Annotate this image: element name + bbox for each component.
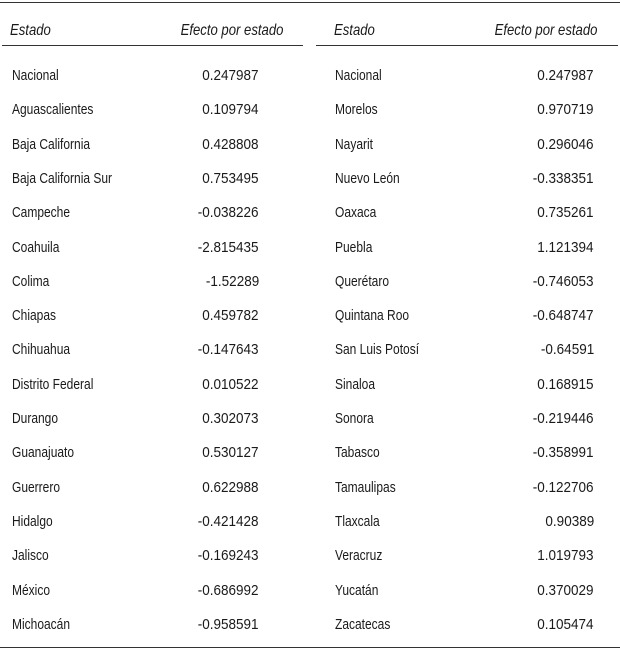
header-effect: Efecto por estado — [494, 22, 597, 39]
table-row — [0, 101, 300, 123]
header-state: Estado — [10, 22, 51, 39]
state-name: Guanajuato — [12, 444, 75, 462]
state-name: Zacatecas — [335, 615, 391, 633]
table-row — [320, 513, 620, 535]
table-left — [0, 0, 300, 650]
state-name: Baja California — [12, 135, 91, 153]
state-name: Tlaxcala — [335, 512, 380, 530]
state-name: San Luis Potosí — [335, 341, 420, 359]
table-row — [320, 239, 620, 261]
state-name: Oaxaca — [335, 204, 377, 222]
table-row — [320, 341, 620, 363]
table-row — [320, 410, 620, 432]
table-row — [0, 273, 300, 295]
table-row — [320, 582, 620, 604]
state-effect-value: -0.421428 — [198, 512, 259, 530]
state-effect-value: 0.459782 — [202, 307, 259, 325]
state-effect-value: -0.338351 — [533, 169, 594, 187]
state-name: Colima — [12, 272, 50, 290]
state-name: Hidalgo — [12, 512, 53, 530]
table-row — [0, 307, 300, 329]
state-name: Guerrero — [12, 478, 61, 496]
state-name: Chiapas — [12, 307, 57, 325]
table-row — [0, 479, 300, 501]
table-row — [0, 444, 300, 466]
state-effect-value: -0.358991 — [533, 444, 594, 462]
state-effect-value: -1.52289 — [205, 272, 259, 290]
state-effect-value: 1.019793 — [537, 547, 594, 565]
table-row — [320, 547, 620, 569]
state-effect-value: 0.302073 — [202, 410, 259, 427]
table-row — [0, 410, 300, 432]
state-name: Puebla — [335, 238, 373, 256]
table-row — [320, 204, 620, 226]
table-row — [0, 341, 300, 363]
table-row — [320, 307, 620, 329]
table-row — [0, 513, 300, 535]
state-name: Querétaro — [335, 272, 390, 290]
state-name: Chihuahua — [12, 341, 71, 359]
state-effect-value: -0.169243 — [198, 547, 259, 565]
state-effect-value: 0.530127 — [202, 444, 259, 462]
state-effect-value: 1.121394 — [537, 238, 594, 256]
state-name: Nacional — [12, 67, 59, 84]
state-effect-value: -0.64591 — [540, 341, 594, 359]
table-row — [0, 616, 300, 638]
header-effect: Efecto por estado — [180, 22, 283, 39]
table-row — [320, 444, 620, 466]
state-name: Michoacán — [12, 615, 71, 633]
state-effect-value: 0.735261 — [537, 204, 594, 222]
table-row — [0, 582, 300, 604]
state-name: Coahuila — [12, 238, 60, 256]
state-name: Nayarit — [335, 135, 374, 153]
state-name: Durango — [12, 410, 59, 427]
table-row — [0, 239, 300, 261]
table-row — [320, 616, 620, 638]
state-effect-value: -0.147643 — [198, 341, 259, 359]
state-name: Baja California Sur — [12, 169, 113, 187]
state-name: Nuevo León — [335, 169, 400, 187]
state-effect-value: 0.109794 — [202, 101, 259, 119]
table-row — [320, 170, 620, 192]
state-name: Tamaulipas — [335, 478, 396, 496]
state-effect-value: 0.970719 — [537, 101, 594, 119]
state-effect-value: -0.122706 — [533, 478, 594, 496]
state-effect-value: 0.105474 — [537, 615, 594, 633]
state-effect-value: 0.428808 — [202, 135, 259, 153]
table-row — [0, 204, 300, 226]
state-name: Campeche — [12, 204, 71, 222]
state-effect-value: -0.958591 — [198, 615, 259, 633]
state-name: Sonora — [335, 410, 374, 427]
state-name: Quintana Roo — [335, 307, 410, 325]
table-right — [320, 0, 620, 650]
table-row — [0, 170, 300, 192]
state-name: Distrito Federal — [12, 375, 94, 393]
table-row — [320, 136, 620, 158]
state-name: Veracruz — [335, 547, 383, 565]
state-effect-value: 0.168915 — [537, 375, 594, 393]
state-effect-value: -0.038226 — [198, 204, 259, 222]
state-name: Morelos — [335, 101, 378, 119]
table-row — [320, 273, 620, 295]
state-name: México — [12, 581, 51, 599]
state-effect-value: 0.90389 — [545, 512, 594, 530]
table-row — [0, 67, 300, 89]
state-name: Jalisco — [12, 547, 49, 565]
state-effect-value: -2.815435 — [198, 238, 259, 256]
table-row — [320, 376, 620, 398]
state-effect-value: 0.247987 — [202, 67, 259, 84]
table-row — [320, 101, 620, 123]
state-effect-value: 0.010522 — [202, 375, 259, 393]
state-effect-value: -0.219446 — [533, 410, 594, 427]
state-effect-value: 0.247987 — [537, 67, 594, 84]
state-effect-value: 0.370029 — [537, 581, 594, 599]
table-row — [320, 67, 620, 89]
state-name: Yucatán — [335, 581, 379, 599]
table-row — [320, 479, 620, 501]
state-effect-value: -0.686992 — [198, 581, 259, 599]
header-state: Estado — [334, 22, 375, 39]
table-row — [0, 136, 300, 158]
state-effect-value: 0.622988 — [202, 478, 259, 496]
state-effect-value: -0.746053 — [533, 272, 594, 290]
state-name: Tabasco — [335, 444, 380, 462]
state-effect-value: 0.296046 — [537, 135, 594, 153]
state-effect-value: -0.648747 — [533, 307, 594, 325]
table-row — [0, 547, 300, 569]
state-name: Sinaloa — [335, 375, 376, 393]
table-row — [0, 376, 300, 398]
state-effect-value: 0.753495 — [202, 169, 259, 187]
state-name: Aguascalientes — [12, 101, 94, 119]
state-name: Nacional — [335, 67, 382, 84]
